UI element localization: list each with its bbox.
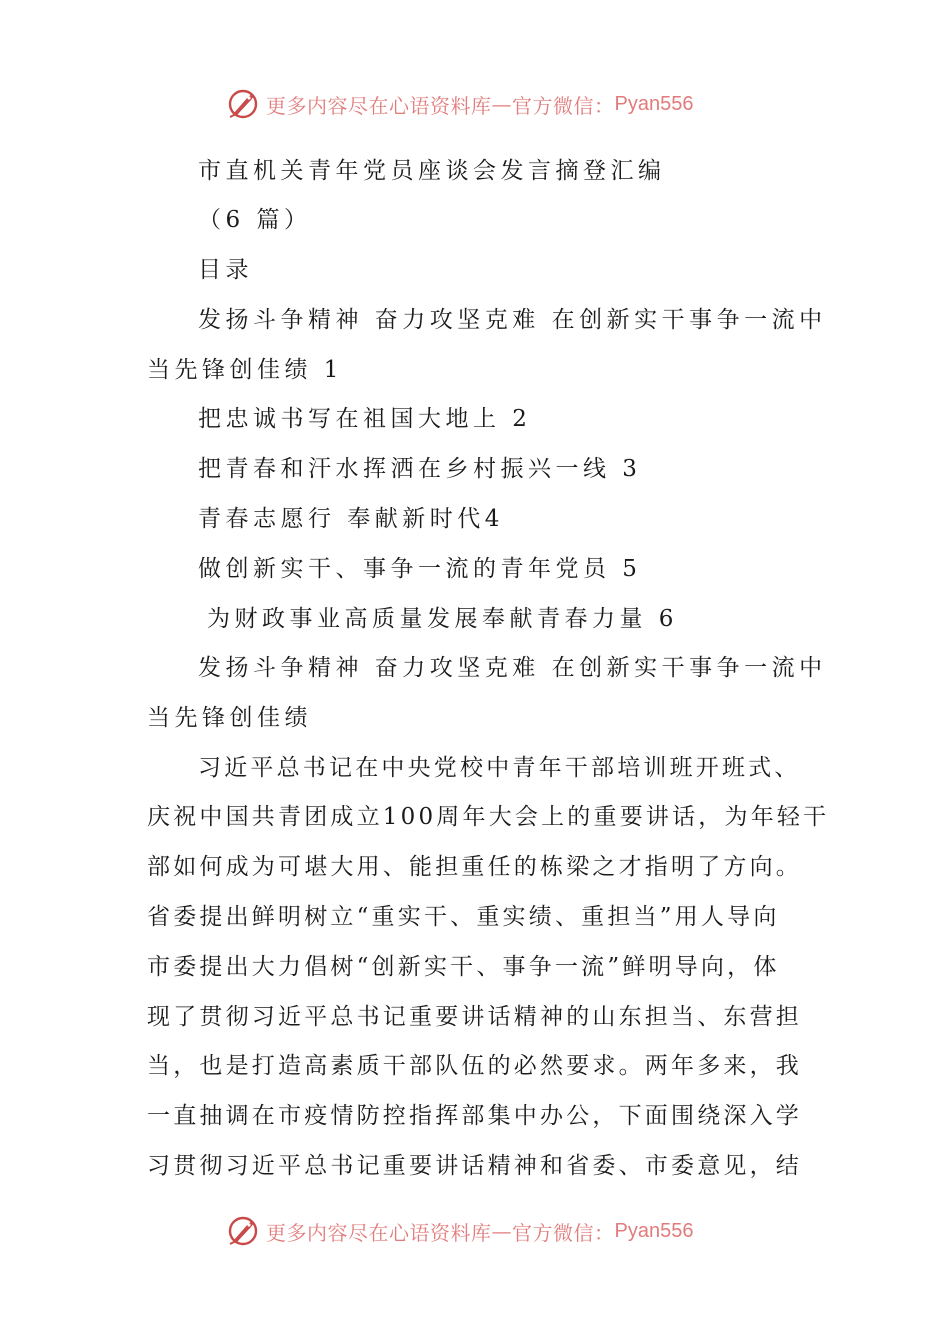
toc-item-3: 把青春和汗水挥洒在乡村振兴一线 3 [198,456,642,482]
toc-item-6: 为财政事业高质量发展奉献青春力量 6 [207,606,678,632]
watermark-wechat-id: Pyan556 [614,92,694,115]
document-title: 市直机关青年党员座谈会发言摘登汇编 [198,158,666,184]
toc-item-5: 做创新实干、事争一流的青年党员 5 [198,556,642,582]
pen-nib-circle-icon [226,1213,262,1249]
section-title-line-1: 发扬斗争精神 奋力攻坚克难 在创新实干事争一流中 [198,655,827,681]
watermark-banner-bottom [226,1211,746,1251]
watermark-wechat-label: 官方微信： [512,93,615,118]
toc-item-4: 青春志愿行 奉献新时代4 [198,506,504,532]
body-line: 市委提出大力倡树“创新实干、事争一流”鲜明导向，体 [147,954,780,980]
watermark-dash: — [491,1219,512,1243]
pen-nib-circle-icon [226,86,262,122]
toc-item-1-line-2: 当先锋创佳绩 1 [147,357,343,383]
section-title-line-2: 当先锋创佳绩 [147,705,312,731]
body-line: 习近平总书记在中央党校中青年干部培训班开班式、 [198,755,801,781]
article-count: （6 篇） [198,207,312,233]
watermark-wechat-id: Pyan556 [614,1219,694,1242]
body-line: 当，也是打造高素质干部队伍的必然要求。两年多来，我 [147,1053,802,1079]
toc-heading: 目录 [198,257,253,283]
body-line: 庆祝中国共青团成立100周年大会上的重要讲话，为年轻干 [147,804,830,830]
body-line: 省委提出鲜明树立“重实干、重实绩、重担当”用人导向 [147,904,780,930]
body-line: 一直抽调在市疫情防控指挥部集中办公，下面围绕深入学 [147,1103,802,1129]
watermark-banner-top [226,84,746,124]
toc-item-2: 把忠诚书写在祖国大地上 2 [198,406,532,432]
toc-item-1-line-1: 发扬斗争精神 奋力攻坚克难 在创新实干事争一流中 [198,307,827,333]
watermark-brand-text: 更多内容尽在心语资料库 [266,1220,492,1245]
watermark-wechat-label: 官方微信： [512,1220,615,1245]
watermark-brand-text: 更多内容尽在心语资料库 [266,93,492,118]
watermark-dash: — [491,92,512,116]
body-line: 习贯彻习近平总书记重要讲话精神和省委、市委意见，结 [147,1153,802,1179]
body-line: 现了贯彻习近平总书记重要讲话精神的山东担当、东营担 [147,1004,802,1030]
body-line: 部如何成为可堪大用、能担重任的栋梁之才指明了方向。 [147,854,802,880]
